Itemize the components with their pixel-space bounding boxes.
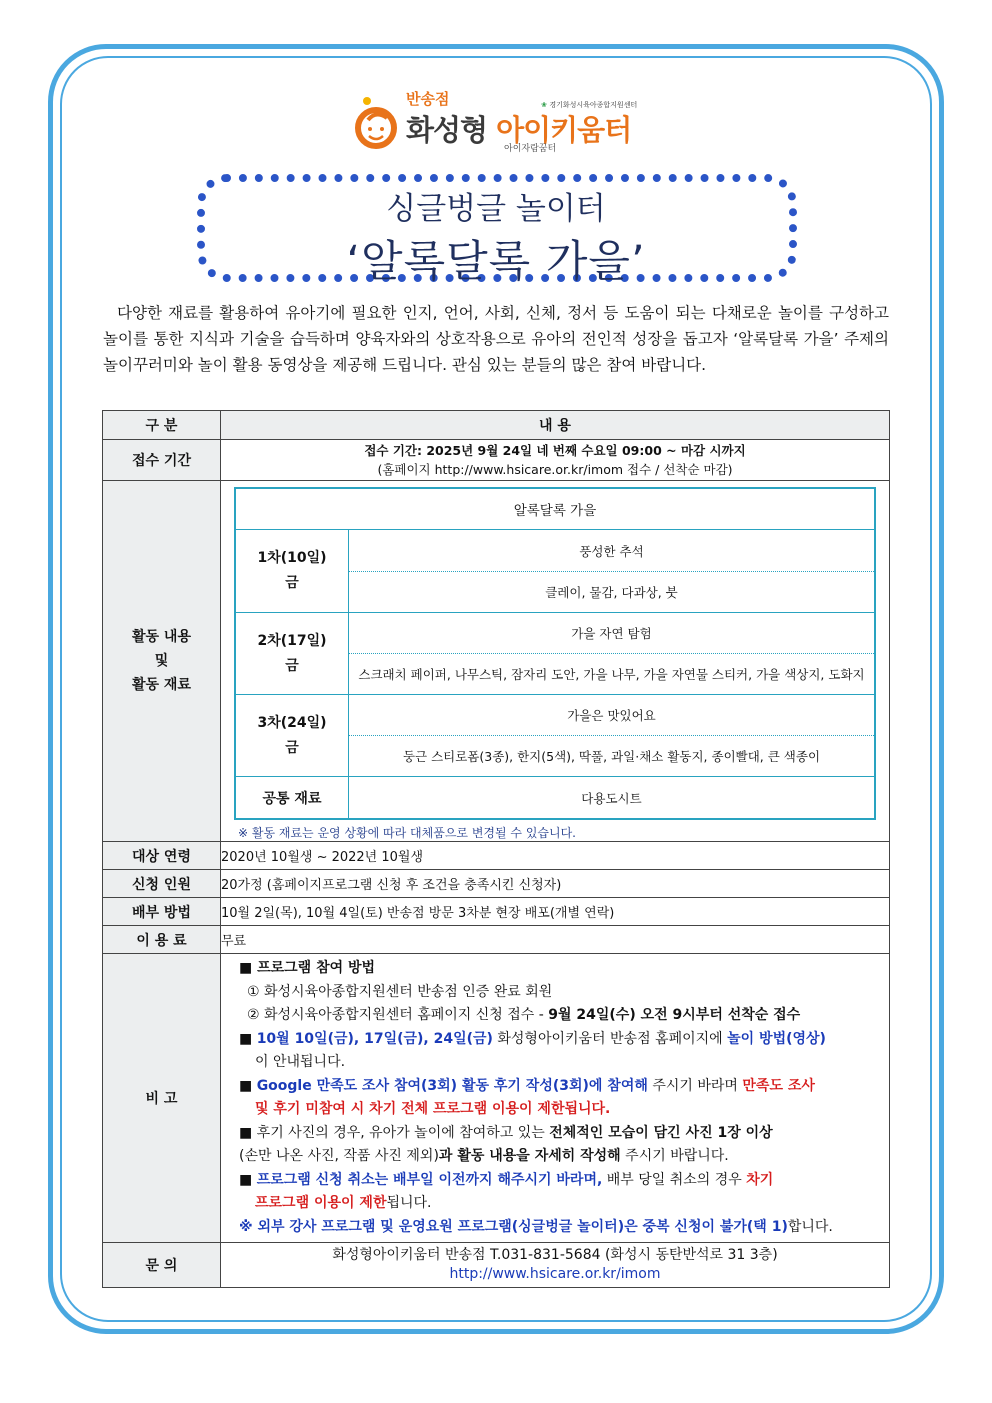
round1-materials: 클레이, 물감, 다과상, 붓 — [349, 572, 876, 613]
activity-label-line2: 및 — [154, 653, 169, 669]
reception-line1: 접수 기간: 2025년 9월 24일 네 번째 수요일 09:00 ~ 마감 시까지 — [364, 443, 746, 458]
contact-label: 문 의 — [103, 1243, 221, 1288]
contact-content — [221, 1243, 890, 1288]
remarks-line8 — [239, 1122, 873, 1146]
round2-materials: 스크래치 페이퍼, 나무스틱, 잠자리 도안, 가을 나무, 가을 자연물 스티커, 가을 색상지, 도화지 — [349, 654, 876, 695]
remarks-line4-c: 화성형아이키움터 반송점 홈페이지에 — [492, 1030, 728, 1047]
age-value: 2020년 10월생 ~ 2022년 10월생 — [221, 842, 890, 870]
capacity-label: 신청 인원 — [103, 870, 221, 898]
remarks-line4-d: 놀이 방법(영상) — [727, 1030, 826, 1047]
info-table — [102, 410, 890, 1288]
center-logo-icon: ❀ — [541, 101, 550, 109]
remarks-line12 — [239, 1216, 873, 1240]
remarks-line9-c: 주시기 바랍니다. — [620, 1148, 729, 1164]
round3-materials: 둥근 스티로폼(3종), 한지(5색), 딱풀, 과일·채소 활동지, 종이빨대, 큰 색종이 — [349, 736, 876, 777]
reception-content — [221, 440, 890, 481]
remarks-line8-a: ■ 후기 사진의 경우, 유아가 놀이에 참여하고 있는 — [239, 1124, 550, 1141]
reception-line2: (홈페이지 http://www.hsicare.or.kr/imom 접수 / 선착순 마감) — [377, 462, 733, 477]
activity-label-line1: 활동 내용 — [132, 629, 191, 645]
round2-day: 금 — [285, 657, 299, 674]
round1-name: 1차(10일) — [257, 550, 327, 566]
remarks-line1: ■ 프로그램 참여 방법 — [239, 960, 376, 976]
remarks-line7: 및 후기 미참여 시 차기 전체 프로그램 이용이 제한됩니다. — [255, 1101, 611, 1117]
remarks-line6-c: 주시기 바라며 — [647, 1077, 743, 1094]
remarks-line11-b: 됩니다. — [386, 1195, 432, 1211]
remarks-label: 비 고 — [103, 954, 221, 1243]
round3-day: 금 — [285, 739, 299, 756]
activity-content — [221, 481, 890, 842]
common-materials-value: 다용도시트 — [349, 777, 876, 820]
logo-name-part2: 아이 — [496, 113, 551, 147]
round2-label — [235, 613, 349, 695]
logo — [354, 86, 644, 156]
remarks-line6-b: Google 만족도 조사 참여(3회) 활동 후기 작성(3회)에 참여해 — [256, 1077, 648, 1094]
round1-title: 풍성한 추석 — [349, 530, 876, 572]
remarks-line9 — [239, 1145, 873, 1169]
header-label: 구 분 — [103, 411, 221, 440]
title-line1: 싱글벙글 놀이터 — [386, 191, 606, 227]
contact-line1: 화성형아이키움터 반송점 T.031-831-5684 (화성시 동탄반석로 31 3층) — [332, 1247, 778, 1263]
round1-day: 금 — [285, 575, 299, 591]
remarks-line10-b: 프로그램 신청 취소는 배부일 이전까지 해주시기 바라며, — [256, 1171, 603, 1188]
remarks-line10-d: 차기 — [746, 1171, 774, 1188]
round1-label — [235, 530, 349, 613]
remarks-line10 — [239, 1169, 873, 1193]
intro-paragraph: 다양한 재료를 활용하여 유아기에 필요한 인지, 언어, 사회, 신체, 정서 등 도움이 되는 다채로운 놀이를 구성하고 놀이를 통한 지식과 기술을 습득하며 양육자와의 상호작용으로 유아의 전인적 성장을 돕고자 ‘알록달록 가을’ 주제의 놀이꾸러미와 놀이 활용 동영상을 제공해 드립니다. 관심 있는 분들의 많은 참여 바랍니다. — [103, 304, 889, 374]
remarks-line6-a: ■ — [239, 1077, 257, 1094]
age-label: 대상 연령 — [103, 842, 221, 870]
header-content: 내 용 — [221, 411, 890, 440]
center-logo-name: 경기화성시육아종합지원센터 — [549, 101, 638, 109]
remarks-line2: ① 화성시육아종합지원센터 반송점 인증 완료 회원 — [247, 983, 553, 1000]
remarks-line3 — [239, 1004, 873, 1028]
reception-label: 접수 기간 — [103, 440, 221, 481]
round3-name: 3차(24일) — [257, 714, 327, 731]
logo-name-part3: 키움터 — [550, 113, 632, 147]
fee-label: 이 용 료 — [103, 926, 221, 954]
remarks-line4-b: 10월 10일(금), 17일(금), 24일(금) — [256, 1030, 493, 1047]
remarks-line9-b: 과 활동 내용을 자세히 작성해 — [438, 1148, 621, 1164]
remarks-line11 — [239, 1192, 873, 1216]
remarks-line8-b: 전체적인 모습이 담긴 사진 1장 이상 — [549, 1124, 773, 1141]
activity-label-line3: 활동 재료 — [132, 677, 191, 693]
fee-value: 무료 — [221, 926, 890, 954]
distribution-label: 배부 방법 — [103, 898, 221, 926]
logo-branch: 반송점 — [406, 90, 450, 108]
title-line2: ‘알록달록 가을’ — [346, 237, 646, 287]
round3-title: 가을은 맛있어요 — [349, 695, 876, 736]
remarks-line9-a: (손만 나온 사진, 작품 사진 제외) — [239, 1148, 439, 1164]
activity-label — [103, 481, 221, 842]
center-logo — [541, 100, 637, 110]
remarks-line6 — [239, 1075, 873, 1099]
remarks-line12-a: ※ 외부 강사 프로그램 및 운영요원 프로그램(싱글벙글 놀이터)은 중복 신청이 불가(택 1) — [239, 1218, 788, 1235]
distribution-value: 10월 2일(목), 10월 4일(토) 반송점 방문 3차분 현장 배포(개별 연락) — [221, 898, 890, 926]
capacity-value: 20가정 (홈페이지프로그램 신청 후 조건을 충족시킨 신청자) — [221, 870, 890, 898]
common-materials-label: 공통 재료 — [235, 777, 349, 820]
round3-label — [235, 695, 349, 777]
activity-table — [234, 487, 876, 820]
remarks-line4-a: ■ — [239, 1030, 257, 1047]
remarks-line6-d: 만족도 조사 — [742, 1077, 815, 1094]
remarks-line5: 이 안내됩니다. — [255, 1054, 346, 1070]
contact-link[interactable]: http://www.hsicare.or.kr/imom — [449, 1266, 661, 1282]
round2-title: 가을 자연 탐험 — [349, 613, 876, 654]
activity-note: ※ 활동 재료는 운영 상황에 따라 대체품으로 변경될 수 있습니다. — [238, 826, 577, 840]
remarks-line4 — [239, 1028, 873, 1052]
remarks-line10-c: 배부 당일 취소의 경우 — [602, 1171, 747, 1188]
logo-name-part1: 화성형 — [406, 113, 497, 147]
logo-tagline: 아이자람꿈터 — [504, 144, 557, 154]
remarks-line10-a: ■ — [239, 1171, 257, 1188]
round2-name: 2차(17일) — [257, 632, 327, 649]
remarks-line3-b: 9월 24일(수) 오전 9시부터 선착순 접수 — [548, 1007, 801, 1023]
child-face-icon — [354, 94, 404, 150]
remarks-line12-b: 합니다. — [787, 1218, 833, 1235]
remarks-line11-a: 프로그램 이용이 제한 — [255, 1195, 387, 1211]
activity-theme: 알록달록 가을 — [235, 488, 875, 530]
remarks-line3-a: ② 화성시육아종합지원센터 홈페이지 신청 접수 - — [247, 1007, 549, 1023]
remarks-content — [221, 954, 890, 1243]
